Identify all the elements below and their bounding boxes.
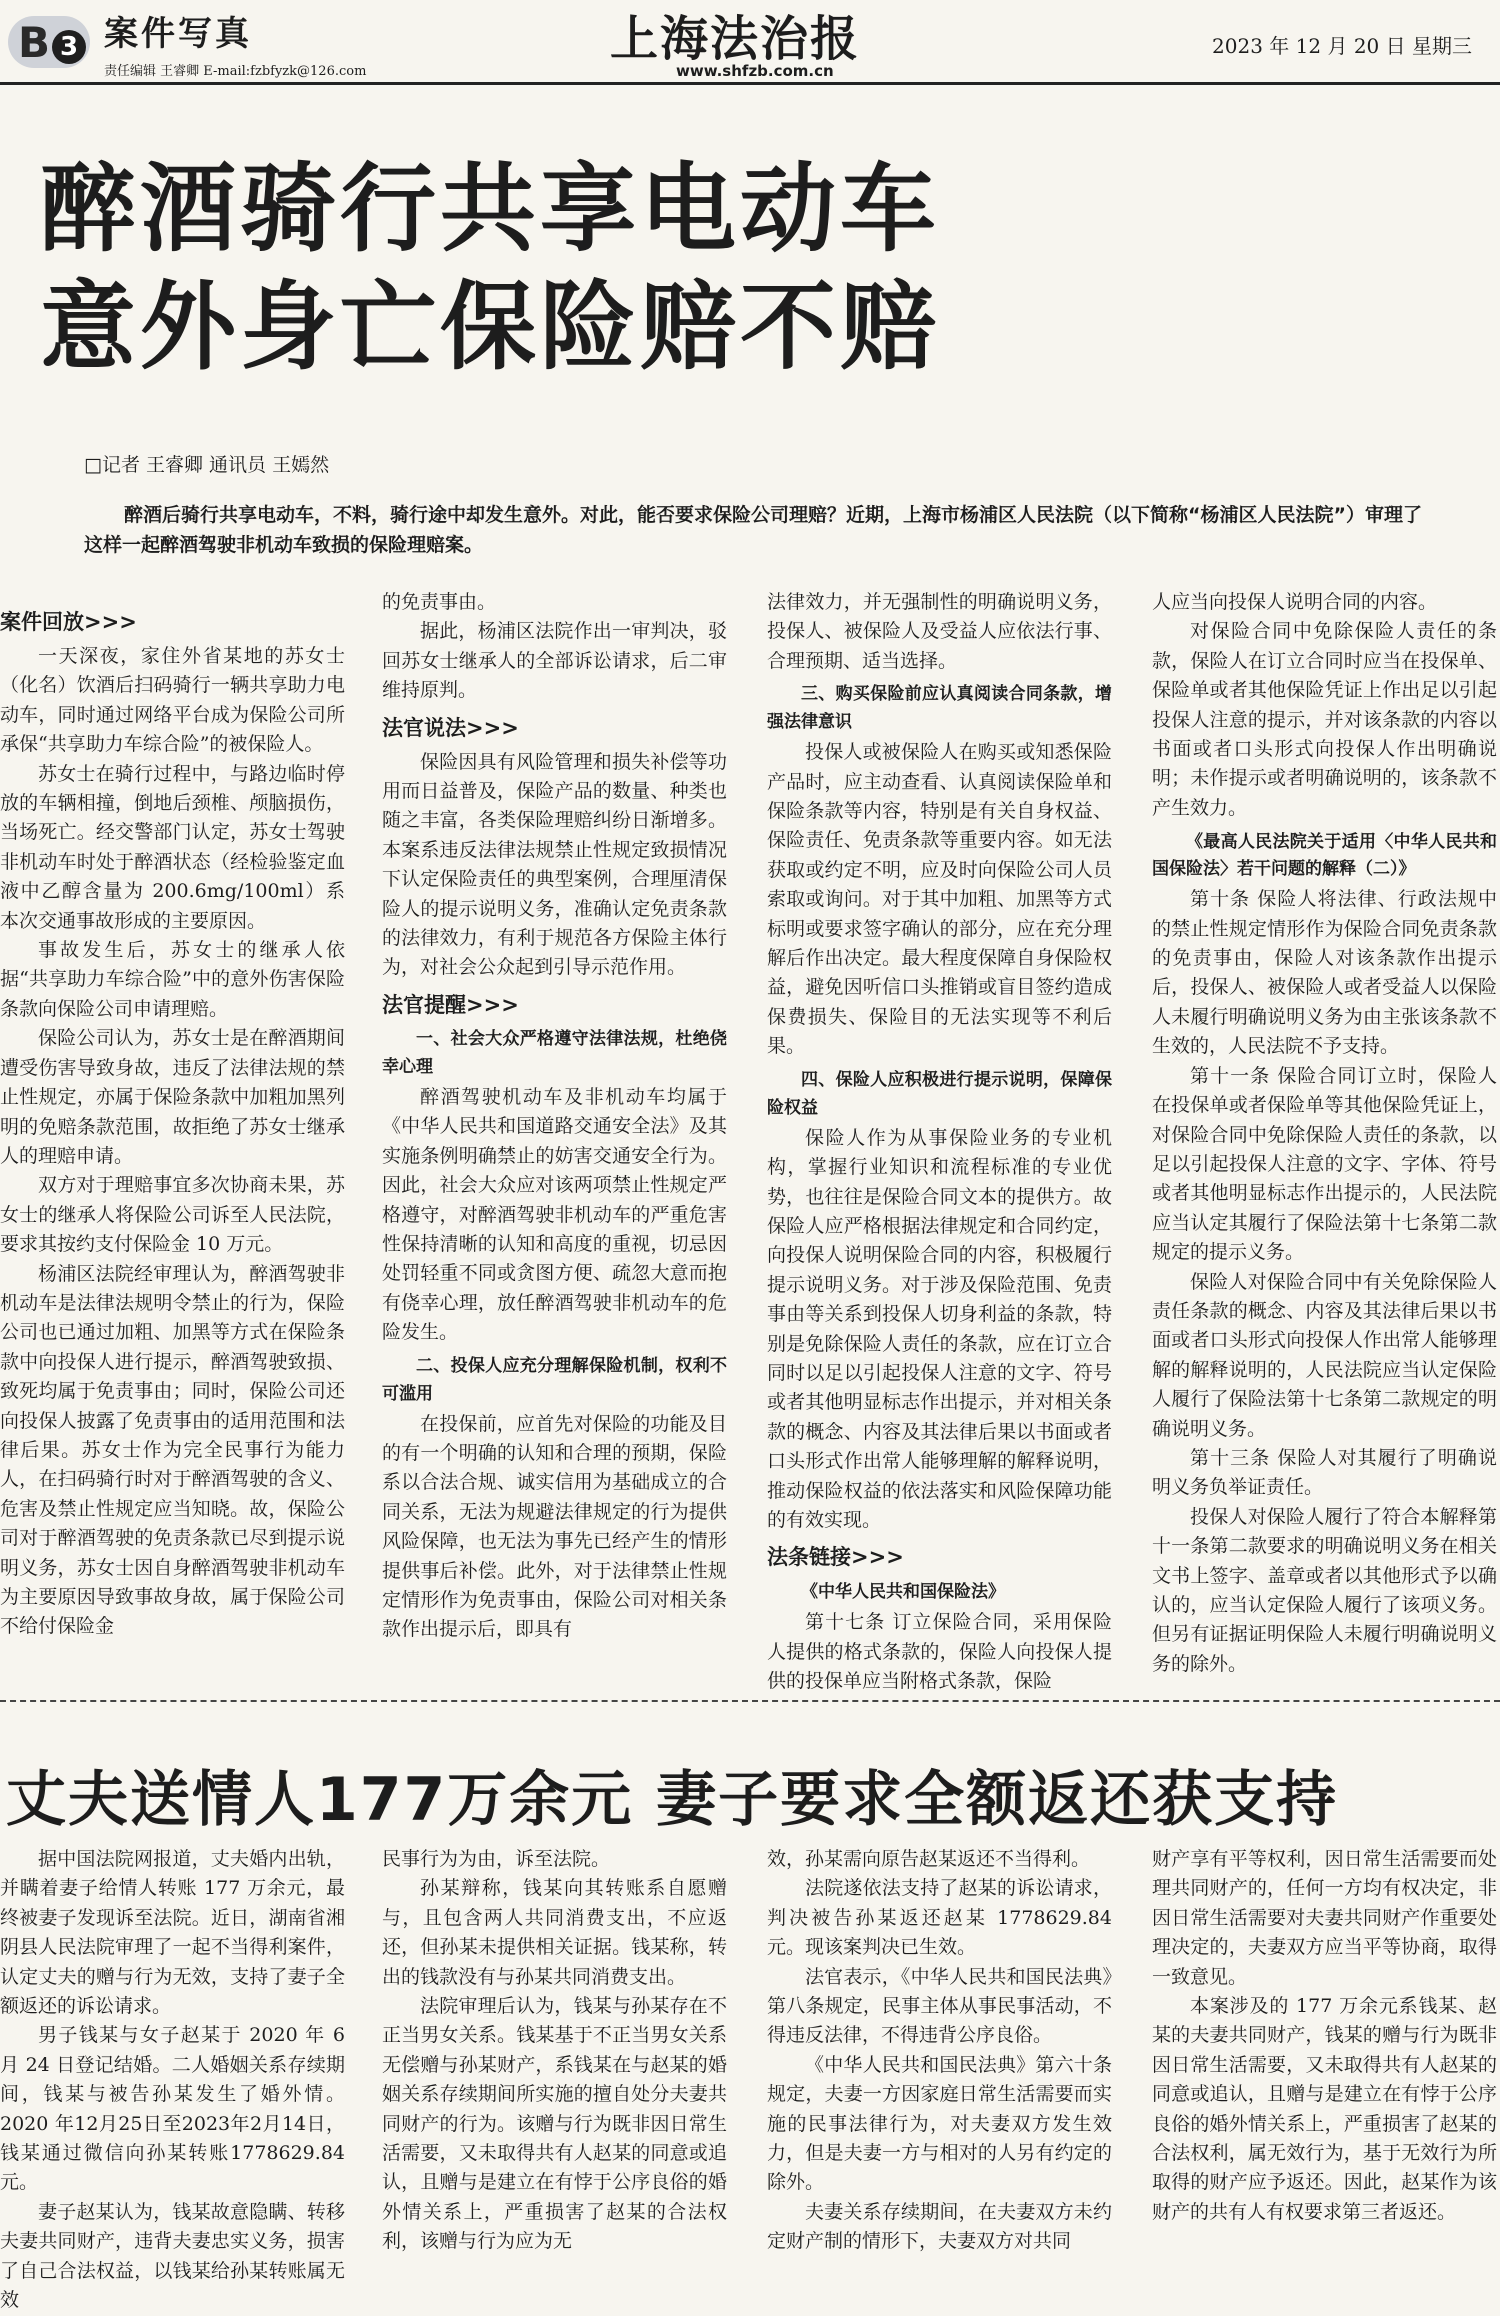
masthead [0,0,1500,90]
paragraph: 孙某辩称，钱某向其转账系自愿赠与，且包含两人共同消费支出，不应返还，但孙某未提供相关证据。钱某称，转出的钱款没有与孙某共同消费支出。 [382,1877,727,1988]
paper-url[interactable]: www.shfzb.com.cn [676,62,834,80]
article-divider [0,1700,1500,1702]
paragraph: 保险人对保险合同中有关免除保险人责任条款的概念、内容及其法律后果以书面或者口头形式向投保人作出常人能够理解的解释说明的，人民法院应当认定保险人履行了保险法第十七条第二款规定的明确说明义务。 [1152,1270,1497,1440]
article1-column-4 [1152,588,1497,1675]
paragraph: 人应当向投保人说明合同的内容。 [1152,591,1438,613]
paragraph: 法律效力，并无强制性的明确说明义务，投保人、被保险人及受益人应依法行事、合理预期、适当选择。 [767,591,1112,672]
article1-column-3 [767,588,1112,1693]
headline-line1: 醉酒骑行共享电动车 [40,153,940,265]
paragraph: 第十一条 保险合同订立时，保险人在投保单或者保险单等其他保险凭证上，对保险合同中免除保险人责任的条款，以足以引起投保人注意的文字、字体、符号或者其他明显标志作出提示的，人民法院应当认定其履行了保险法第十七条第二款规定的提示义务。 [1152,1064,1497,1264]
headline-line2: 意外身亡保险赔不赔 [40,271,940,383]
paragraph: 第十三条 保险人对其履行了明确说明义务负举证责任。 [1152,1446,1497,1499]
paragraph: 夫妻关系存续期间，在夫妻双方未约定财产制的情形下，夫妻双方对共同 [767,2200,1112,2253]
paragraph: 苏女士在骑行过程中，与路边临时停放的车辆相撞，倒地后颈椎、颅脑损伤，当场死亡。经交警部门认定，苏女士驾驶非机动车时处于醉酒状态（经检验鉴定血液中乙醇含量为 200.6mg/100ml）系本次交通事故形成的主要原因。 [0,762,345,932]
editor-line: 责任编辑 王睿卿 E-mail:fzbfyzk@126.com [104,64,367,79]
issue-date: 2023 年 12 月 20 日 星期三 [1212,34,1472,58]
paragraph: 对保险合同中免除保险人责任的条款，保险人在订立合同时应当在投保单、保险单或者其他保险凭证上作出足以引起投保人注意的提示，并对该条款的内容以书面或者口头形式向投保人作出明确说明；未作提示或者明确说明的，该条款不产生效力。 [1152,620,1497,819]
paragraph: 效，孙某需向原告赵某返还不当得利。 [767,1848,1091,1870]
paragraph: 民事行为为由，诉至法院。 [382,1848,611,1870]
paragraph: 在投保前，应首先对保险的功能及目的有一个明确的认知和合理的预期，保险系以合法合规、诚实信用为基础成立的合同关系，无法为规避法律规定的行为提供风险保障，也无法为事先已经产生的情形提供事后补偿。此外，对于法律禁止性规定情形作为免责事由，保险公司对相关条款作出提示后，即具有 [382,1412,727,1641]
paragraph: 投保人或被保险人在购买或知悉保险产品时，应主动查看、认真阅读保险单和保险条款等内容，特别是有关自身权益、保险责任、免责条款等重要内容。如无法获取或约定不明，应及时向保险公司人员索取或询问。对于其中加粗、加黑等方式标明或要求签字确认的部分，应在充分理解后作出决定。最大程度保障自身保险权益，避免因听信口头推销或盲目签约造成保费损失、保险目的无法实现等不利后果。 [767,741,1112,1058]
subheading: 一、社会大众严格遵守法律法规，杜绝侥幸心理 [382,1028,727,1077]
article1-column-1 [0,600,345,1650]
paragraph: 财产享有平等权利，因日常生活需要而处理共同财产的，任何一方均有权决定，非因日常生活需要对夫妻共同财产作重要处理决定的，夫妻双方应当平等协商，取得一致意见。 [1152,1848,1497,1988]
section-heading-law-links: 法条链接>>> [767,1545,904,1570]
section-heading-judge-tips: 法官提醒>>> [382,992,519,1017]
subheading: 三、购买保险前应认真阅读合同条款，增强法律意识 [767,684,1112,733]
article2-column-4 [1152,1845,1497,2253]
article1-lead: 醉酒后骑行共享电动车，不料，骑行途中却发生意外。对此，能否要求保险公司理赔？近期，上海市杨浦区人民法院（以下简称“杨浦区人民法院”）审理了这样一起醉酒驾驶非机动车致损的保险理赔案。 [84,504,1422,556]
paragraph: 保险公司认为，苏女士是在醉酒期间遭受伤害导致身故，违反了法律法规的禁止性规定，亦属于保险条款中加粗加黑列明的免赔条款范围，故拒绝了苏女士继承人的理赔申请。 [0,1027,345,1167]
paragraph: 男子钱某与女子赵某于 2020 年 6 月 24 日登记结婚。二人婚姻关系存续期间，钱某与被告孙某发生了婚外情。2020 年12月25日至2023年2月14日，钱某通过微信向孙某转账1778629.84 元。 [0,2024,345,2194]
article2-column-1 [0,1845,345,2312]
paragraph: 醉酒驾驶机动车及非机动车均属于《中华人民共和国道路交通安全法》及其实施条例明确禁止的妨害交通安全行为。因此，社会大众应对该两项禁止性规定严格遵守，对醉酒驾驶非机动车的严重危害性保持清晰的认知和高度的重视，切忌因处罚轻重不同或贪图方便、疏忽大意而抱有侥幸心理，放任醉酒驾驶非机动车的危险发生。 [382,1085,727,1344]
paragraph: 双方对于理赔事宜多次协商未果，苏女士的继承人将保险公司诉至人民法院，要求其按约支付保险金 10 万元。 [0,1174,345,1256]
paragraph: 《中华人民共和国民法典》第六十条规定，夫妻一方因家庭日常生活需要而实施的民事法律行为，对夫妻双方发生效力，但是夫妻一方与相对的人另有约定的除外。 [767,2053,1112,2194]
page-badge-number: 3 [52,30,86,64]
paragraph: 据中国法院网报道，丈夫婚内出轨，并瞒着妻子给情人转账 177 万余元，最终被妻子发现诉至法院。近日，湖南省湘阴县人民法院审理了一起不当得利案件，认定丈夫的赠与行为无效，支持了妻子全额返还的诉讼请求。 [0,1848,345,2018]
masthead-rule [0,82,1500,85]
paragraph: 投保人对保险人履行了符合本解释第十一条第二款要求的明确说明义务在相关文书上签字、盖章或者以其他形式予以确认的，应当认定保险人履行了该项义务。但另有证据证明保险人未履行明确说明义务的除外。 [1152,1505,1497,1675]
paragraph: 的免责事由。 [382,591,497,613]
paragraph: 保险人作为从事保险业务的专业机构，掌握行业知识和流程标准的专业优势，也往往是保险合同文本的提供方。故保险人应严格根据法律规定和合同约定，向投保人说明保险合同的内容，积极履行提示说明义务。对于涉及保险范围、免责事由等关系到投保人切身利益的条款，特别是免除保险人责任的条款，应在订立合同时以足以引起投保人注意的文字、符号或者其他明显标志作出提示，并对相关条款的概念、内容及其法律后果以书面或者口头形式作出常人能够理解的解释说明，推动保险权益的依法落实和风险保障功能的有效实现。 [767,1126,1112,1531]
paragraph: 保险因具有风险管理和损失补偿等功用而日益普及，保险产品的数量、种类也随之丰富，各类保险理赔纠纷日渐增多。本案系违反法律法规禁止性规定致损情况下认定保险责任的典型案例，合理厘清保险人的提示说明义务，准确认定免责条款的法律效力，有利于规范各方保险主体行为，对社会公众起到引导示范作用。 [382,750,727,979]
law-title: 《中华人民共和国保险法》 [801,1582,1005,1603]
subheading: 二、投保人应充分理解保险机制，权利不可滥用 [382,1355,727,1404]
section-title: 案件写真 [104,14,252,54]
article1-column-2 [382,588,727,1650]
paper-name-logo: 上海法治报 [610,11,861,67]
section-heading-case: 案件回放>>> [0,610,137,634]
article2-column-2 [382,1845,727,2253]
paragraph: 一天深夜，家住外省某地的苏女士（化名）饮酒后扫码骑行一辆共享助力电动车，同时通过网络平台成为保险公司所承保“共享助力车综合险”的被保险人。 [0,645,345,756]
paragraph: 法院审理后认为，钱某与孙某存在不正当男女关系。钱某基于不正当男女关系无偿赠与孙某财产，系钱某在与赵某的婚姻关系存续期间所实施的擅自处分夫妻共同财产的行为。该赠与行为既非因日常生活需要，又未取得共有人赵某的同意或追认，且赠与是建立在有悖于公序良俗的婚外情关系上，严重损害了赵某的合法权利，该赠与行为应为无 [382,1995,727,2253]
paragraph: 杨浦区法院经审理认为，醉酒驾驶非机动车是法律法规明令禁止的行为，保险公司也已通过加粗、加黑等方式在保险条款中向投保人进行提示，醉酒驾驶致损、致死均属于免责事由；同时，保险公司还向投保人披露了免责事由的适用范围和法律后果。苏女士作为完全民事行为能力人，在扫码骑行时对于醉酒驾驶的含义、危害及禁止性规定应当知晓。故，保险公司对于醉酒驾驶的免责条款已尽到提示说明义务，苏女士因自身醉酒驾驶非机动车为主要原因导致事故身故，属于保险公司不给付保险金 [0,1262,345,1638]
subheading: 四、保险人应积极进行提示说明，保障保险权益 [767,1069,1112,1118]
paragraph: 第十七条 订立保险合同，采用保险人提供的格式条款的，保险人向投保人提供的投保单应当附格式条款，保险 [767,1611,1112,1693]
paragraph: 本案涉及的 177 万余元系钱某、赵某的夫妻共同财产，钱某的赠与行为既非因日常生活需要，又未取得共有人赵某的同意或追认，且赠与是建立在有悖于公序良俗的婚外情关系上，严重损害了赵某的合法权利，属无效行为，基于无效行为所取得的财产应予返还。因此，赵某作为该财产的共有人有权要求第三者返还。 [1152,1995,1497,2223]
paragraph: 据此，杨浦区法院作出一审判决，驳回苏女士继承人的全部诉讼请求，后二审维持原判。 [382,620,727,702]
article2-column-3 [767,1845,1112,2253]
article1-headline [40,150,940,386]
paragraph: 第十条 保险人将法律、行政法规中的禁止性规定情形作为保险合同免责条款的免责事由，保险人对该条款作出提示后，投保人、被保险人或者受益人以保险人未履行明确说明义务为由主张该条款不生效的，人民法院不予支持。 [1152,888,1497,1058]
section-heading-judge-says: 法官说法>>> [382,715,519,740]
paragraph: 事故发生后，苏女士的继承人依据“共享助力车综合险”中的意外伤害保险条款向保险公司申请理赔。 [0,939,345,1020]
article1-byline: □记者 王睿卿 通讯员 王嫣然 [84,454,330,476]
page-number-badge [8,16,90,68]
page-badge-letter: B [18,18,51,67]
law-title: 《最高人民法院关于适用〈中华人民共和国保险法〉若干问题的解释（二）》 [1152,832,1497,880]
paragraph: 法官表示，《中华人民共和国民法典》第八条规定，民事主体从事民事活动，不得违反法律，不得违背公序良俗。 [767,1965,1112,2047]
paragraph: 法院遂依法支持了赵某的诉讼请求，判决被告孙某返还赵某 1778629.84 元。现该案判决已生效。 [767,1877,1112,1959]
article2-headline: 丈夫送情人177万余元 妻子要求全额返还获支持 [6,1765,1339,1835]
paragraph: 妻子赵某认为，钱某故意隐瞒、转移夫妻共同财产，违背夫妻忠实义务，损害了自己合法权益，以钱某给孙某转账属无效 [0,2200,345,2312]
